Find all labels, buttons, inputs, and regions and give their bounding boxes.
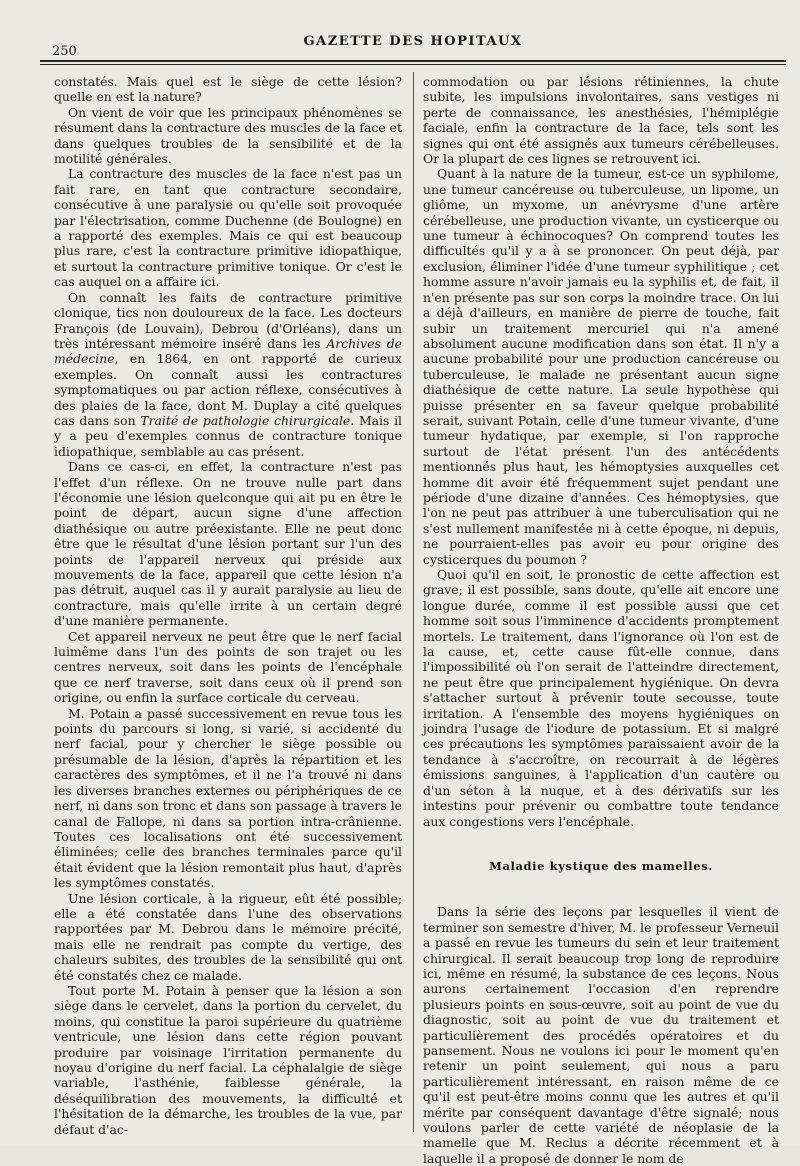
paragraph: commodation ou par lésions rétiniennes, la chute subite, les impulsions involontaires, sans vestiges ni perte de connaissance, les anesthésies, l'hémiplégie faciale, enfin la contracture de la face, tels sont les signes qui ont été assignés aux tumeurs cérébelleuses. Or la plupart de ces lignes se retrouvent ici. [423, 74, 779, 167]
paragraph: La contracture des muscles de la face n'est pas un fait rare, en tant que contracture secondaire, consécutive à une paralysie ou qu'elle soit provoquée par l'électrisation, comme Duchenne (de Boulogne) en a rapporté des exemples. Mais ce qui est beaucoup plus rare, c'est la contracture primitive idiopathique, et surtout la contracture primitive tonique. Or c'est le cas auquel on a affaire ici. [54, 166, 402, 290]
paragraph-text: On connaît les faits de contracture primitive clonique, tics non douloureux de la face. Les docteurs François (de Louvain), Debrou (d'Orléans), dans un très intéressant mémoire inséré dans les [54, 289, 402, 351]
paragraph: Dans ce cas-ci, en effet, la contracture n'est pas l'effet d'un réflexe. On ne trouve nulle part dans l'économie une lésion quelconque qui ait pu en être le point de départ, aucun signe d'une affection diathésique ou autre préexistante. Elle ne peut donc être que le résultat d'une lésion portant sur l'un des points de l'appareil nerveux qui préside aux mouvements de la face, appareil que cette lésion n'a pas détruit, auquel cas il y aurait paralysie au lieu de contracture, mais qu'elle irrite à un certain degré d'une manière permanente. [54, 459, 402, 629]
left-column [54, 74, 402, 1137]
gazette-title: GAZETTE DES HOPITAUX [303, 34, 523, 49]
paragraph: Tout porte M. Potain à penser que la lésion a son siège dans le cervelet, dans la portion du cervelet, du moins, qui constitue la paroi supérieure du quatrième ventricule, une lésion dans cette région pouvant produire par voisinage l'irritation permanente du noyau d'origine du nerf facial. La céphalalgie de siège variable, l'asthénie, faiblesse générale, la déséquilibration des mouvements, la difficulté et l'hésitation de la démarche, les troubles de la vue, par défaut d'ac- [54, 982, 402, 1137]
paragraph: Une lésion corticale, à la rigueur, eût été possible; elle a été constatée dans l'une des observations rapportées par M. Debrou dans le mémoire précité, mais elle ne rendrait pas compte du vertige, des chaleurs subites, des troubles de la sensibilité qui ont été constatés chez ce malade. [54, 890, 402, 983]
header-rule-thick [40, 60, 786, 62]
paragraph-text: . Mais il y a peu d'exemples connus de contracture tonique idiopathique, semblable au cas présent. [54, 412, 403, 459]
paragraph: On vient de voir que les principaux phénomènes se résument dans la contracture des muscles de la face et dans quelques troubles de la sensibilité et de la motilité générales. [54, 104, 402, 167]
paragraph: M. Potain a passé successivement en revue tous les points du parcours si long, si varié, si accidenté du nerf facial, pour y chercher le siège possible ou présumable de la lésion, d'après la répartition et les caractères des symptômes, et il ne l'a trouvé ni dans les diverses branches externes ou périphériques de ce nerf, ni dans son tronc et dans son passage à travers le canal de Fallope, ni dans sa portion intra-crânienne. Toutes ces localisations ont été successivement éliminées; celle des branches terminales parce qu'il était évident que la lésion remontait plus haut, d'après les symptômes constatés. [54, 705, 402, 891]
paragraph-text: , en 1864, en ont rapporté de curieux exemples. On connaît aussi les contractures symptomatiques ou par action réflexe, consécutives à des plaies de la face, dont M. Duplay a cité quelques cas dans son [54, 351, 402, 428]
right-column [423, 74, 779, 1166]
page-header [48, 30, 778, 59]
column-divider [413, 72, 414, 1132]
paragraph: Dans la série des leçons par lesquelles il vient de terminer son semestre d'hiver, M. le professeur Verneuil a passé en revue les tumeurs du sein et leur traitement chirurgical. Il serait beaucoup trop long de reproduire ici, même en résumé, la substance de ces leçons. Nous aurons certainement l'occasion d'en reprendre plusieurs points en sous-œuvre, soit au point de vue du diagnostic, soit au point de vue du traitement et particulièrement des procédés opératoires et du pansement. Nous ne voulons ici pour le moment qu'en retenir un point seulement, qui nous a paru particulièrement intéressant, en raison même de ce qu'il est peut-être moins connu que les autres et qu'il mérite par conséquent davantage d'être signalé; nous voulons parler de cette variété de néoplasie de la mamelle que M. Reclus a décrite récemment et à laquelle il a proposé de donner le nom de [423, 904, 779, 1166]
header-rule-thin [40, 64, 786, 65]
paragraph: Quant à la nature de la tumeur, est-ce un syphilome, une tumeur cancéreuse ou tuberculeuse, un lipome, un gliôme, un myxome, un anévrysme d'une artère cérébelleuse, une production vivante, un cysticerque ou une tumeur à échinocoques? On comprend toutes les difficultés qu'il y a à se prononcer. On peut déjà, par exclusion, éliminer l'idée d'une tumeur syphilitique ; cet homme assure n'avoir jamais eu la syphilis et, de fait, il n'en présente pas sur son corps la moindre trace. On lui a déjà d'ailleurs, en manière de pierre de touche, fait subir un traitement mercuriel qui n'a amené absolument aucune modification dans son état. Il n'y a aucune probabilité pour une production cancéreuse ou tuberculeuse, le malade ne présentant aucun signe diathésique de cette nature. La seule hypothèse qui puisse présenter en sa faveur quelque probabilité serait, suivant Potain, celle d'une tumeur vivante, d'une tumeur hydatique, par exemple, si l'on rapproche surtout de l'état présent l'un des antécédents mentionnés plus haut, les hémoptysies auxquelles cet homme dit avoir été fréquemment sujet pendant une période d'une dizaine d'années. Ces hémoptysies, que l'on ne peut pas attribuer à une tuberculisation qui ne s'est nullement manifestée ni à cette époque, ni depuis, ne pourraient-elles pas avoir eu pour origine des cysticerques du poumon ? [423, 166, 779, 567]
journal-title: Archives de médecine [54, 335, 402, 367]
paragraph: Cet appareil nerveux ne peut être que le nerf facial luimême dans l'un des points de son trajet ou les centres nerveux, soit dans les points de l'encéphale que ce nerf traverse, soit dans ceux où il prend son origine, ou enfin la surface corticale du cerveau. [54, 628, 402, 706]
paragraph: Quoi qu'il en soit, le pronostic de cette affection est grave; il est possible, sans doute, qu'elle ait encore une longue durée, comme il est possible aussi que cet homme soit sous l'imminence d'accidents promptement mortels. Le traitement, dans l'ignorance où l'on est de la cause, et, cette cause fût-elle connue, dans l'impossibilité où l'on serait de l'atteindre directement, ne peut être que principalement hygiénique. On devra s'attacher surtout à prévenir toute secousse, toute irritation. A l'ensemble des moyens hygiéniques on joindra l'usage de l'iodure de potassium. Et si malgré ces précautions les symptômes paraissaient avoir de la tendance à s'accroître, on recourrait à de légères émissions sanguines, à l'application d'un cautère ou d'un séton à la nuque, et à des dérivatifs sur les intestins pour prévenir ou combattre toute tendance aux congestions vers l'encéphale. [423, 567, 779, 829]
section-heading: Maladie kystique des mamelles. [489, 858, 713, 873]
paragraph: constatés. Mais quel est le siège de cette lésion? quelle en est la nature? [54, 74, 402, 105]
page-number: 250 [52, 44, 77, 59]
book-title: Traité de pathologie chirurgicale [140, 412, 351, 428]
paragraph [54, 290, 402, 459]
